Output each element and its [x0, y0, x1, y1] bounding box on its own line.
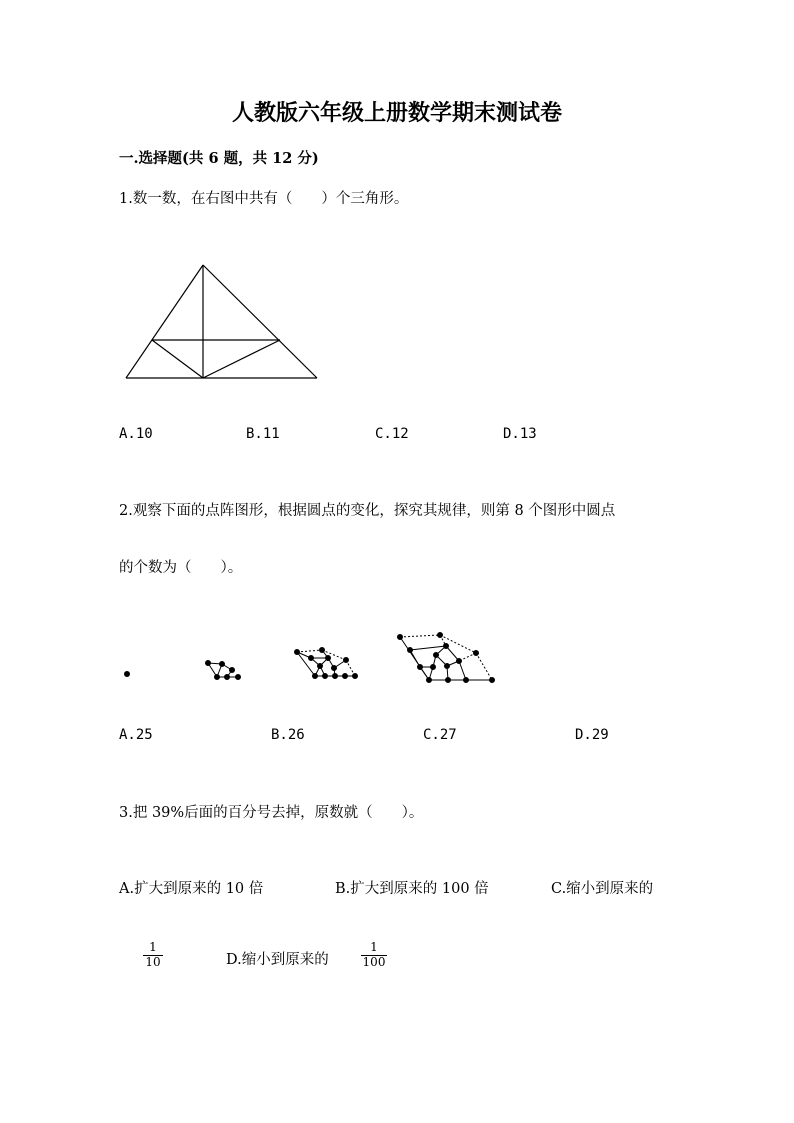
section-heading: 一.选择题(共 6 题，共 12 分) [119, 150, 319, 167]
q1-option-b: B.11 [246, 426, 280, 442]
dot-pattern-4 [398, 633, 495, 683]
question-1-text: 1.数一数，在右图中共有（ ）个三角形。 [119, 191, 409, 207]
q3-option-b: B.扩大到原来的 100 倍 [335, 881, 489, 897]
q2-option-c: C.27 [423, 727, 457, 743]
q1-option-c: C.12 [375, 426, 409, 442]
dot-pattern-1 [124, 671, 130, 677]
fraction-denominator: 100 [362, 954, 386, 969]
question-2-text-line2: 的个数为（ ）。 [119, 560, 243, 576]
fraction-denominator: 10 [145, 954, 161, 969]
q2-option-b: B.26 [271, 727, 305, 743]
dot-pattern-3 [295, 648, 358, 679]
q1-option-d: D.13 [503, 426, 537, 442]
question-2-text-line1: 2.观察下面的点阵图形，根据圆点的变化，探究其规律，则第 8 个图形中圆点 [119, 503, 616, 519]
q3-option-a: A.扩大到原来的 10 倍 [119, 881, 264, 897]
q3-option-d-fraction [361, 941, 387, 970]
q3-option-c: C.缩小到原来的 [551, 881, 654, 897]
q3-option-d: D.缩小到原来的 [226, 952, 329, 968]
page-title: 人教版六年级上册数学期末测试卷 [231, 100, 562, 126]
q3-option-c-fraction [143, 941, 163, 970]
q1-option-a: A.10 [119, 426, 153, 442]
q2-option-d: D.29 [575, 727, 609, 743]
dot-pattern-2 [206, 661, 241, 680]
question-3-text: 3.把 39%后面的百分号去掉，原数就（ ）。 [119, 805, 424, 821]
fraction-numerator: 1 [143, 941, 163, 956]
fraction-numerator: 1 [361, 941, 387, 956]
q2-option-a: A.25 [119, 727, 153, 743]
